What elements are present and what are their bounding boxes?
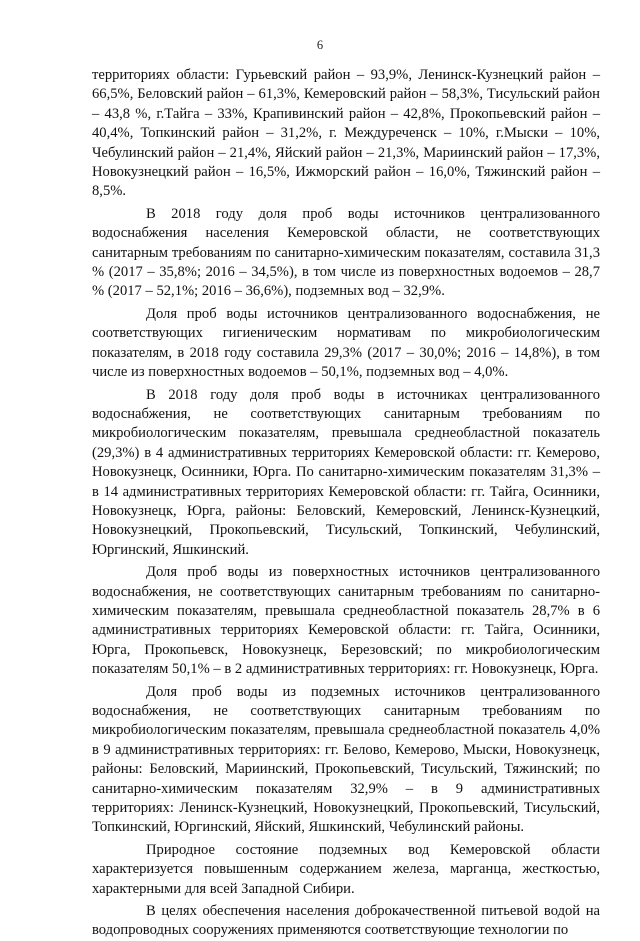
paragraph-4: В 2018 году доля проб воды в источниках централизованного водоснабжения, не соответствующих санитарным требованиям по микробиологическим показателям, превышала среднеобластной показатель (29,3%) в 4 административных территориях Кемеровской области: гг. Кемерово, Новокузнецк, Осинники, Юрга. По санитарно-химическим показателям 31,3% – в 14 административных территориях Кемеровской области: гг. Тайга, Осинники, Новокузнецк, Юрга, районы: Беловский, Кемеровский, Ленинск-Кузнецкий, Новокузнецкий, Прокопьевский, Тисульский, Топкинский, Чебулинский, Юргинский, Яшкинский. <box>92 386 600 558</box>
paragraph-6: Доля проб воды из подземных источников централизованного водоснабжения, не соответствующих санитарным требованиям по микробиологическим показателям, превышала среднеобластной показатель 4,0% в 9 административных территориях: гг. Белово, Кемерово, Мыски, Новокузнецк, районы: Беловский, Мариинский, Прокопьевский, Тисульский, Тяжинский; по санитарно-химическим показателям 32,9% – в 9 административных территориях: Ленинск-Кузнецкий, Новокузнецкий, Прокопьевский, Тисульский, Топкинский, Юргинский, Яйский, Яшкинский, Чебулинский районы. <box>92 683 600 836</box>
paragraph-7: Природное состояние подземных вод Кемеровской области характеризуется повышенным содержанием железа, марганца, жесткостью, характерными для всей Западной Сибири. <box>92 841 600 897</box>
body-text <box>92 66 600 941</box>
paragraph-5: Доля проб воды из поверхностных источников централизованного водоснабжения, не соответствующих санитарным требованиям по санитарно-химическим показателям, превышала среднеобластной показатель 28,7% в 6 административных территориях Кемеровской области: гг. Тайга, Осинники, Юрга, Прокопьевск, Новокузнецк, Березовский; по микробиологическим показателям 50,1% – в 2 административных территориях: гг. Новокузнецк, Юрга. <box>92 564 600 678</box>
paragraph-8: В целях обеспечения населения доброкачественной питьевой водой на водопроводных сооружениях применяются соответствующие технологии по <box>92 903 600 939</box>
page-number: 6 <box>316 38 324 52</box>
paragraph-3: Доля проб воды источников централизованного водоснабжения, не соответствующих гигиеническим нормативам по микробиологическим показателям, в 2018 году составила 29,3% (2017 – 30,0%; 2016 – 14,8%), в том числе из поверхностных водоемов – 50,1%, подземных вод – 4,0%. <box>92 305 600 381</box>
paragraph-1: территориях области: Гурьевский район – 93,9%, Ленинск-Кузнецкий район – 66,5%, Беловский район – 61,3%, Кемеровский район – 58,3%, Тисульский район – 43,8 %, г.Тайга – 33%, Крапивинский район – 42,8%, Прокопьевский район – 40,4%, Топкинский район – 31,2%, г. Междуреченск – 10%, г.Мыски – 10%, Чебулинский район – 21,4%, Яйский район – 21,3%, Мариинский район – 17,3%, Новокузнецкий район – 16,5%, Ижморский район – 16,0%, Тяжинский район – 8,5%. <box>92 67 600 200</box>
paragraph-2: В 2018 году доля проб воды источников централизованного водоснабжения населения Кемеровской области, не соответствующих санитарным требованиям по санитарно-химическим показателям, составила 31,3 % (2017 – 35,8%; 2016 – 34,5%), в том числе из поверхностных водоемов – 28,7 % (2017 – 52,1%; 2016 – 36,6%), подземных вод – 32,9%. <box>92 205 600 300</box>
